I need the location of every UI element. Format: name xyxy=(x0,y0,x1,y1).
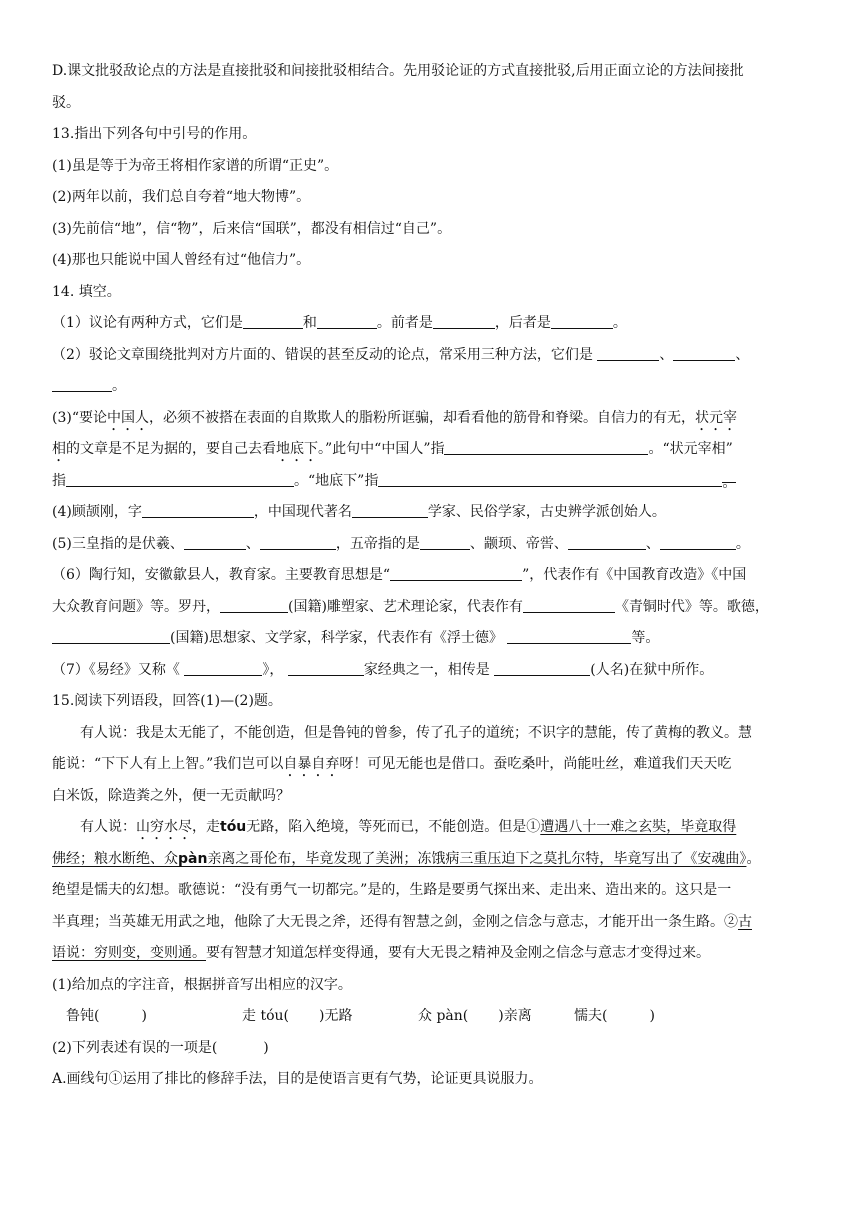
q13-item-2: (2)两年以前，我们总自夸着“地大物博”。 xyxy=(52,189,311,205)
emphasized-phrase: 地底下 xyxy=(276,441,318,457)
passage-line: 半真理；当英雄无用武之地，他除了大无畏之斧，还得有智慧之剑，金刚之信念与意志，才能开出一条生路。②古 xyxy=(52,913,752,930)
underlined-sentence-1: 亲离之哥伦布，毕竟发现了美洲；冻饿病三重压迫下之莫扎尔特，毕竟写出了《安魂曲》 xyxy=(207,850,747,867)
q14-title: 14. 填空。 xyxy=(52,283,121,300)
pinyin-pan: pàn xyxy=(178,850,208,867)
answer-blank[interactable] xyxy=(288,661,364,676)
passage-line: 有人说：山穷水尽，走tóu无路，陷入绝境，等死而已，不能创造。但是①遭遇八十一难之玄奘，毕竟取得 xyxy=(80,819,737,835)
q14-sub-7: （7）《易经》又称《 》， 家经典之一，相传是 (人名)在狱中所作。 xyxy=(52,661,714,678)
underlined-sentence-1: 遭遇八十一难之玄奘，毕竟取得 xyxy=(540,819,737,835)
answer-blank[interactable] xyxy=(420,535,470,550)
q15-sub-2-option-a: A.画线句①运用了排比的修辞手法，目的是使语言更有气势，论证更具说服力。 xyxy=(52,1071,543,1087)
answer-blank[interactable] xyxy=(66,472,294,487)
answer-blank[interactable] xyxy=(220,598,288,613)
answer-blank[interactable] xyxy=(494,661,590,676)
q15-sub-2-title: (2)下列表述有误的一项是( ) xyxy=(52,1039,269,1056)
q15-passage-para-1 xyxy=(52,718,808,813)
answer-blank[interactable] xyxy=(597,346,659,361)
answer-blank[interactable] xyxy=(507,629,631,644)
q12-option-d-line1: D.课文批驳敌论点的方法是直接批驳和间接批驳相结合。先用驳论证的方式直接批驳,后用正面立论的方法间接批 xyxy=(52,63,744,79)
answer-blank[interactable] xyxy=(568,535,646,550)
emphasized-phrase: 状元宰 xyxy=(695,409,737,426)
passage-line: 佛经；粮水断绝、众pàn亲离之哥伦布，毕竟发现了美洲；冻饿病三重压迫下之莫扎尔特，毕竟写出了《安魂曲》。 xyxy=(52,850,761,867)
answer-item[interactable]: 懦夫( ) xyxy=(574,1008,655,1024)
answer-blank[interactable] xyxy=(673,346,735,361)
answer-blank[interactable] xyxy=(523,598,615,613)
answer-blank[interactable] xyxy=(184,661,262,676)
q14-sub-2-line2: 。 xyxy=(52,371,808,403)
answer-item[interactable]: 走 tóu( )无路 xyxy=(242,1008,353,1024)
q14-sub-2-line1: （2）驳论文章围绕批判对方片面的、错误的甚至反动的论点，常采用三种方法，它们是 、 、 xyxy=(52,346,750,363)
q12-option-d-line2: 驳。 xyxy=(52,94,80,111)
document-page xyxy=(52,56,808,1096)
passage-line: 绝望是懦夫的幻想。歌德说：“没有勇气一切都完。”是的，生路是要勇气探出来、走出来、造出来的。这只是一 xyxy=(52,882,732,898)
answer-blank-end: 。 xyxy=(722,468,736,483)
answer-blank[interactable] xyxy=(378,472,722,487)
answer-blank[interactable] xyxy=(52,629,170,644)
passage-line: 有人说：我是太无能了，不能创造，但是鲁钝的曾参，传了孔子的道统；不识字的慧能，传了黄梅的教义。慧 xyxy=(80,724,752,741)
answer-blank[interactable] xyxy=(243,314,303,329)
q14-sub-3-line2: 相的文章是不足为据的，要自己去看地底下。”此句中“中国人”指 。“状元宰相” xyxy=(52,441,733,457)
underlined-sentence-2: 古 xyxy=(738,913,752,930)
emphasized-phrase: 相 xyxy=(52,441,66,457)
answer-blank[interactable] xyxy=(433,314,495,329)
answer-blank[interactable] xyxy=(390,566,522,581)
q14-sub-5: (5)三皇指的是伏羲、 、 ，五帝指的是 、颛顼、帝喾、 、 。 xyxy=(52,535,750,552)
answer-blank[interactable] xyxy=(317,314,377,329)
q13-item-4: (4)那也只能说中国人曾经有过“他信力”。 xyxy=(52,252,311,268)
answer-blank[interactable] xyxy=(551,314,613,329)
q14-sub-1: （1）议论有两种方式，它们是 和 。前者是 ，后者是 。 xyxy=(52,315,627,331)
answer-blank[interactable] xyxy=(660,535,736,550)
emphasized-phrase: 山穷水尽 xyxy=(136,819,192,835)
q15-title: 15.阅读下列语段，回答(1)—(2)题。 xyxy=(52,693,282,709)
pinyin-tou: tóu xyxy=(220,819,247,835)
answer-blank[interactable] xyxy=(260,535,336,550)
q14-sub-6-line2: 大众教育问题》等。罗丹， (国籍)雕塑家、艺术理论家，代表作有 《青铜时代》等。歌德， xyxy=(52,598,769,615)
emphasized-phrase: 自暴自弃 xyxy=(283,756,340,772)
answer-item[interactable]: 众 pàn( )亲离 xyxy=(418,1008,532,1024)
q14-sub-3-line1: (3)“要论中国人，必须不被搭在表面的自欺欺人的脂粉所诓骗，却看看他的筋骨和脊梁。自信力的有无，状元宰 xyxy=(52,409,737,426)
q14-sub-3-line3: 指 。“地底下”指 。 xyxy=(52,466,808,498)
passage-line: 语说：穷则变，变则通。要有智慧才知道怎样变得通，要有大无畏之精神及金刚之信念与意志才变得过来。 xyxy=(52,945,710,961)
passage-line: 白米饭，除造粪之外，便一无贡献吗？ xyxy=(52,787,290,804)
emphasized-phrase: 中国人 xyxy=(107,409,149,426)
answer-blank[interactable] xyxy=(352,503,428,518)
q15-sub-1-title: (1)给加点的字注音，根据拼音写出相应的汉字。 xyxy=(52,976,352,993)
q14-sub-6-line3: (国籍)思想家、文学家，科学家，代表作有《浮士德》 等。 xyxy=(52,623,808,655)
q14-sub-6-line1: （6）陶行知，安徽歙县人，教育家。主要教育思想是“ ”，代表作有《中国教育改造》《中国 xyxy=(52,567,747,583)
q15-sub-1-answers xyxy=(52,1001,808,1033)
answer-blank[interactable] xyxy=(52,377,112,392)
answer-blank[interactable] xyxy=(142,503,254,518)
q13-item-1: (1)虽是等于为帝王将相作家谱的所谓“正史”。 xyxy=(52,157,339,174)
passage-line: 能说：“下下人有上上智。”我们岂可以自暴自弃呀！可见无能也是借口。蚕吃桑叶，尚能吐丝，难道我们天天吃 xyxy=(52,756,732,772)
q13-item-3: (3)先前信“地”，信“物”，后来信“国联”，都没有相信过“自己”。 xyxy=(52,220,452,237)
answer-blank[interactable] xyxy=(184,535,246,550)
answer-blank[interactable] xyxy=(444,440,648,455)
answer-item[interactable]: 鲁钝( ) xyxy=(66,1008,147,1024)
q15-passage-para-2 xyxy=(52,812,808,970)
q13-title: 13.指出下列各句中引号的作用。 xyxy=(52,126,257,142)
underlined-sentence-2: 语说：穷则变，变则通。 xyxy=(52,945,206,961)
q14-sub-4: (4)顾颉刚，字 ，中国现代著名 学家、民俗学家，古史辨学派创始人。 xyxy=(52,504,666,520)
underlined-sentence-1: 佛经；粮水断绝、众 xyxy=(52,850,178,867)
